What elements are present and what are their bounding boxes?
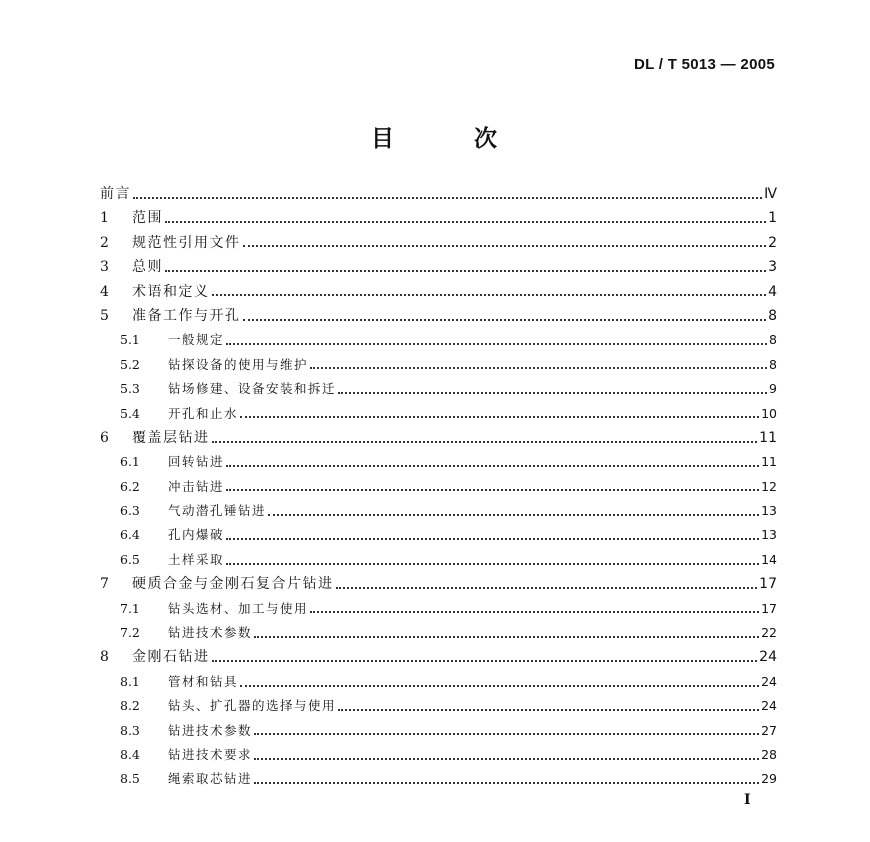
- toc-entry[interactable]: [100, 231, 777, 255]
- toc-entry-page: 29: [761, 771, 777, 787]
- toc-entry-number: 6: [100, 429, 109, 446]
- title-char-right: 次: [474, 125, 499, 152]
- document-code: DL / T 5013 — 2005: [633, 56, 775, 73]
- toc-entry-number: 7: [100, 576, 109, 593]
- toc-entry-title: 规范性引用文件: [132, 234, 241, 251]
- toc-dot-leader: [240, 415, 759, 418]
- toc-entry-number: 6.4: [120, 527, 140, 543]
- toc-entry[interactable]: [100, 377, 777, 401]
- toc-dot-leader: [212, 293, 767, 296]
- toc-entry-page: 2: [768, 234, 777, 251]
- toc-entry-number: 5.3: [120, 381, 140, 397]
- toc-entry[interactable]: [100, 743, 777, 767]
- toc-entry-title: 钻头、扩孔器的选择与使用: [168, 698, 337, 714]
- toc-entry-number: 8.1: [120, 673, 140, 689]
- toc-entry-page: 8: [769, 332, 777, 348]
- toc-entry-page: 22: [761, 625, 777, 641]
- toc-entry-page: 10: [761, 405, 777, 421]
- toc-entry[interactable]: [100, 182, 777, 206]
- toc-entry-page: 11: [761, 454, 777, 470]
- toc-entry-title: 金刚石钻进: [132, 649, 210, 666]
- toc-entry-page: 17: [759, 576, 777, 593]
- toc-entry-page: 11: [759, 429, 777, 446]
- toc-dot-leader: [165, 269, 766, 272]
- toc-entry[interactable]: [100, 548, 777, 572]
- table-of-contents: [100, 182, 777, 792]
- toc-entry-page: 3: [768, 259, 777, 276]
- toc-entry[interactable]: [100, 402, 777, 426]
- toc-entry-title: 绳索取芯钻进: [168, 771, 253, 787]
- toc-entry[interactable]: [100, 645, 777, 669]
- toc-entry[interactable]: [100, 670, 777, 694]
- toc-entry-number: 2: [100, 234, 109, 251]
- toc-entry-title: 硬质合金与金刚石复合片钻进: [132, 576, 334, 593]
- toc-dot-leader: [212, 440, 758, 443]
- toc-entry-title: 范围: [132, 210, 163, 227]
- toc-entry-page: 13: [761, 527, 777, 543]
- toc-entry-number: 7.2: [120, 625, 140, 641]
- toc-entry-number: 4: [100, 283, 109, 300]
- toc-entry[interactable]: [100, 767, 777, 791]
- toc-dot-leader: [226, 488, 759, 491]
- toc-entry-number: 8: [100, 649, 109, 666]
- toc-entry-title: 钻头选材、加工与使用: [168, 600, 309, 616]
- toc-entry-number: 5.4: [120, 405, 140, 421]
- toc-entry-page: 13: [761, 503, 777, 519]
- toc-entry-page: Ⅳ: [764, 186, 777, 202]
- toc-dot-leader: [165, 220, 766, 223]
- toc-entry-page: 8: [768, 307, 777, 324]
- toc-dot-leader: [310, 366, 767, 369]
- toc-entry-title: 孔内爆破: [168, 527, 225, 543]
- toc-entry-number: 6.2: [120, 478, 140, 494]
- toc-entry-page: 17: [761, 600, 777, 616]
- toc-entry[interactable]: [100, 255, 777, 279]
- toc-entry-title: 准备工作与开孔: [132, 307, 241, 324]
- toc-dot-leader: [226, 342, 767, 345]
- toc-dot-leader: [226, 537, 759, 540]
- toc-entry-page: 24: [761, 698, 777, 714]
- toc-entry[interactable]: [100, 719, 777, 743]
- toc-entry-title: 钻场修建、设备安装和拆迁: [168, 381, 337, 397]
- toc-dot-leader: [254, 781, 759, 784]
- toc-entry-title: 覆盖层钻进: [132, 429, 210, 446]
- toc-entry-page: 24: [761, 673, 777, 689]
- toc-entry-title: 总则: [132, 259, 163, 276]
- toc-dot-leader: [254, 757, 759, 760]
- toc-dot-leader: [243, 244, 767, 247]
- toc-entry[interactable]: [100, 694, 777, 718]
- toc-entry-title: 回转钻进: [168, 454, 225, 470]
- toc-dot-leader: [310, 610, 759, 613]
- toc-entry-number: 5.1: [120, 332, 140, 348]
- toc-dot-leader: [336, 586, 758, 589]
- toc-entry-number: 6.1: [120, 454, 140, 470]
- toc-entry[interactable]: [100, 304, 777, 328]
- toc-dot-leader: [133, 196, 762, 199]
- toc-entry-page: 4: [768, 283, 777, 300]
- toc-entry-number: 8.5: [120, 771, 140, 787]
- toc-entry-title: 开孔和止水: [168, 405, 239, 421]
- toc-entry-title: 钻探设备的使用与维护: [168, 356, 309, 372]
- toc-entry-title: 钻进技术参数: [168, 722, 253, 738]
- toc-entry-title: 气动潜孔锤钻进: [168, 503, 267, 519]
- toc-entry-page: 9: [769, 381, 777, 397]
- toc-entry-page: 12: [761, 478, 777, 494]
- toc-entry-page: 14: [761, 551, 777, 567]
- toc-dot-leader: [243, 318, 767, 321]
- toc-entry[interactable]: [100, 572, 777, 596]
- toc-entry-number: 5.2: [120, 356, 140, 372]
- toc-entry-page: 27: [761, 722, 777, 738]
- toc-dot-leader: [338, 391, 767, 394]
- toc-entry-page: 24: [759, 649, 777, 666]
- toc-entry-title: 土样采取: [168, 551, 225, 567]
- page-number: I: [744, 792, 751, 808]
- toc-dot-leader: [212, 659, 758, 662]
- toc-entry-number: 6.3: [120, 503, 140, 519]
- toc-entry[interactable]: [100, 353, 777, 377]
- toc-entry-number: 6.5: [120, 551, 140, 567]
- toc-entry-number: 3: [100, 259, 109, 276]
- toc-entry-page: 8: [769, 356, 777, 372]
- toc-entry-page: 1: [768, 210, 777, 227]
- toc-dot-leader: [254, 732, 759, 735]
- toc-entry[interactable]: [100, 523, 777, 547]
- toc-entry-title: 管材和钻具: [168, 673, 239, 689]
- toc-entry[interactable]: [100, 206, 777, 230]
- toc-entry[interactable]: [100, 499, 777, 523]
- toc-entry-title: 前言: [100, 186, 131, 202]
- toc-entry[interactable]: [100, 475, 777, 499]
- toc-dot-leader: [268, 513, 759, 516]
- toc-entry[interactable]: [100, 280, 777, 304]
- toc-entry-number: 8.3: [120, 722, 140, 738]
- toc-entry-title: 一般规定: [168, 332, 225, 348]
- toc-entry-title: 冲击钻进: [168, 478, 225, 494]
- toc-entry-title: 钻进技术要求: [168, 746, 253, 762]
- toc-dot-leader: [338, 708, 759, 711]
- toc-entry-number: 1: [100, 210, 109, 227]
- toc-entry[interactable]: [100, 621, 777, 645]
- toc-entry[interactable]: [100, 597, 777, 621]
- toc-entry-number: 8.2: [120, 698, 140, 714]
- toc-dot-leader: [226, 562, 759, 565]
- toc-entry[interactable]: [100, 426, 777, 450]
- page-title: [0, 120, 870, 153]
- toc-entry-number: 8.4: [120, 746, 140, 762]
- toc-entry-title: 术语和定义: [132, 283, 210, 300]
- toc-entry-number: 7.1: [120, 600, 140, 616]
- toc-entry[interactable]: [100, 328, 777, 352]
- toc-dot-leader: [240, 684, 759, 687]
- toc-entry-title: 钻进技术参数: [168, 625, 253, 641]
- title-char-left: 目: [371, 125, 396, 152]
- toc-entry-page: 28: [761, 746, 777, 762]
- toc-entry-number: 5: [100, 307, 109, 324]
- toc-entry[interactable]: [100, 450, 777, 474]
- toc-dot-leader: [254, 635, 759, 638]
- toc-dot-leader: [226, 464, 759, 467]
